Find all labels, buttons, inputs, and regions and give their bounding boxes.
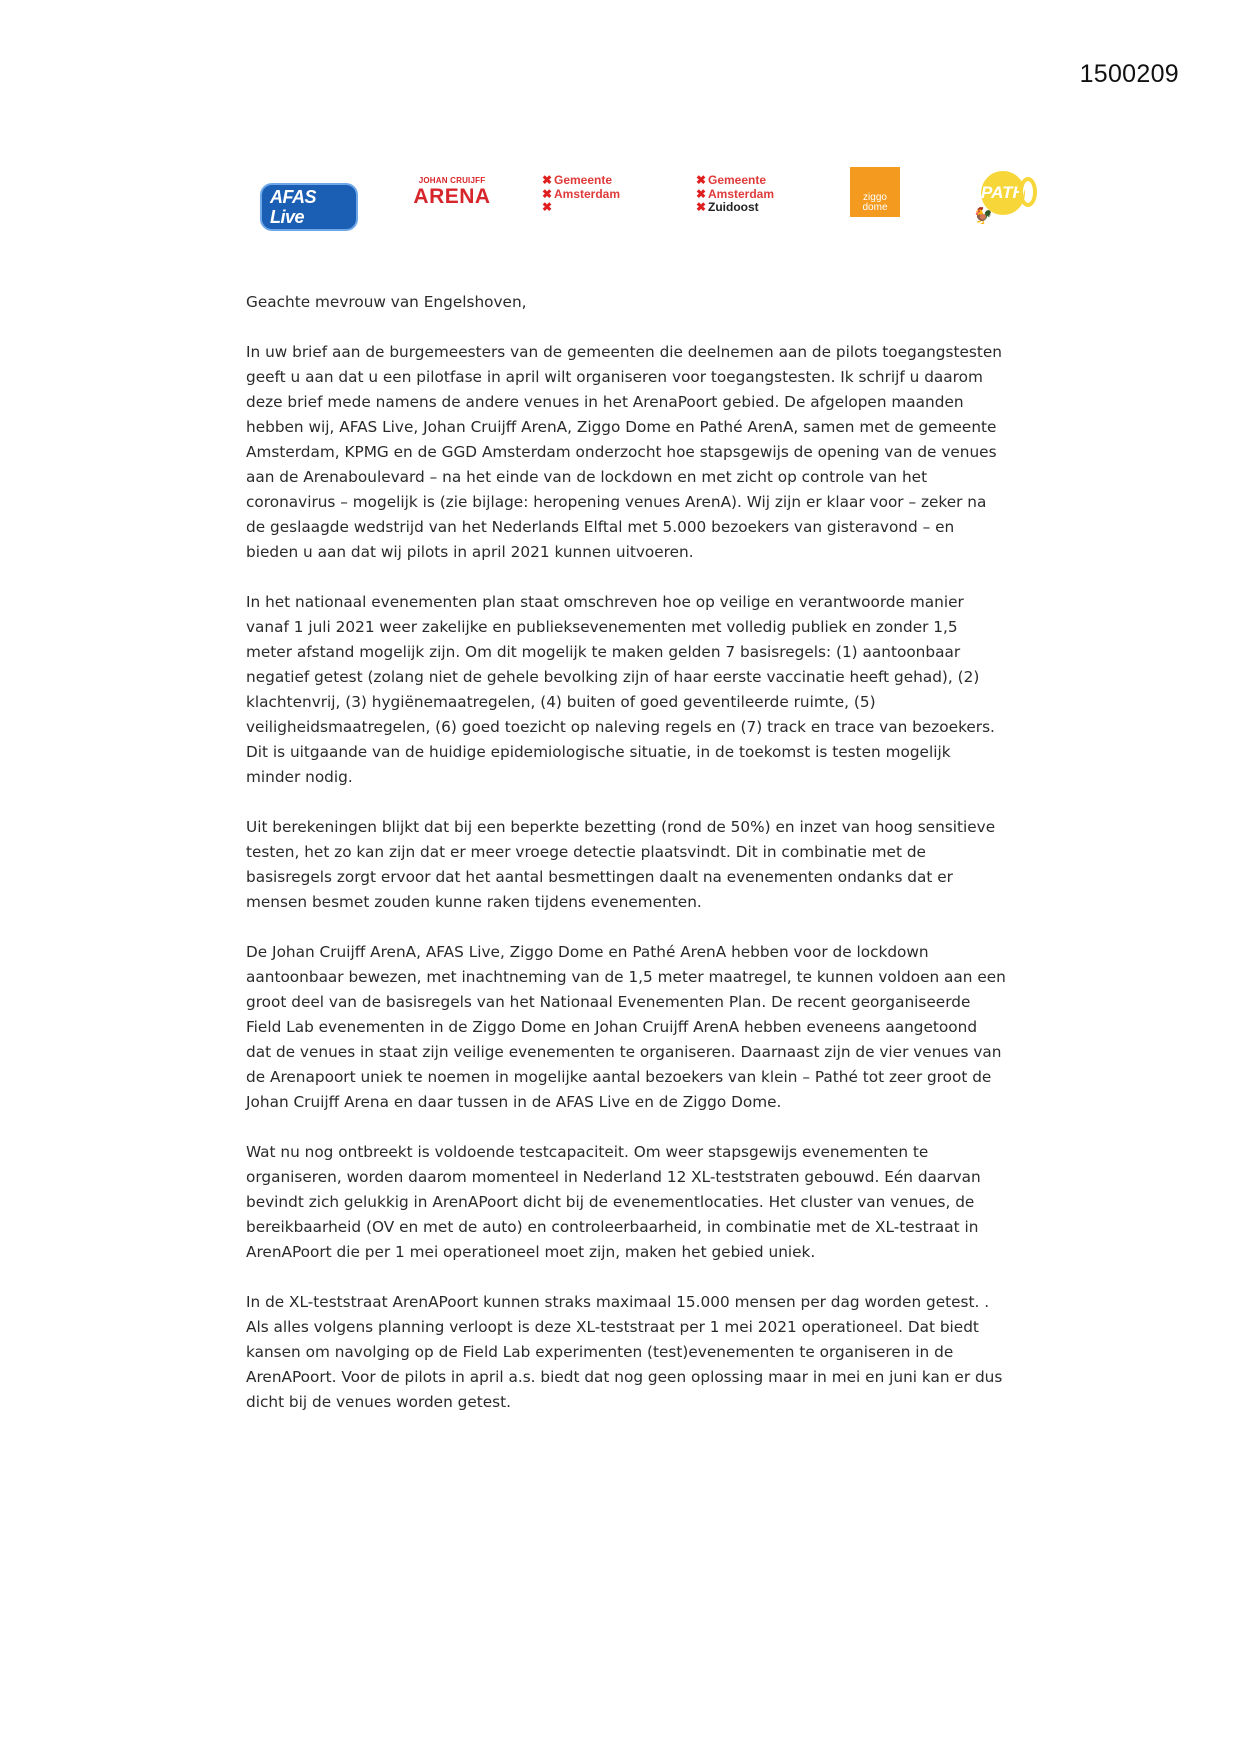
jca-logo-line2: ARENA [413, 185, 491, 208]
afas-live-logo-text: AFAS Live [260, 183, 358, 231]
letter-paragraph: In de XL-teststraat ArenAPoort kunnen straks maximaal 15.000 mensen per dag worden getest. . Als alles volgens planning verloopt is deze XL-teststraat per 1 mei 2021 operationeel. Dat biedt kansen om navolging op de Field Lab experimenten (test)evenementen te organiseren in de ArenAPoort. Voor de pilots in april a.s. biedt dat nog geen oplossing maar in mei en juni kan er dus dicht bij de venues worden getest. [246, 1293, 1003, 1411]
ziggo-logo-line1: ziggo [863, 192, 887, 203]
rooster-icon: 🐓 [973, 208, 993, 225]
letter-paragraph: Uit berekeningen blijkt dat bij een beperkte bezetting (rond de 50%) en inzet van hoog sensitieve testen, het zo kan zijn dat er meer vroege detectie plaatsvindt. Dit in combinatie met de basisregels zorgt ervoor dat het aantal besmettingen daalt na evenementen ondanks dat er mensen besmet zouden kunne raken tijdens evenementen. [246, 818, 996, 911]
xxx-cross-icon: ✖ [696, 186, 707, 201]
afas-live-logo [260, 183, 358, 227]
letter-paragraph: Wat nu nog ontbreekt is voldoende testcapaciteit. Om weer stapsgewijs evenementen te organiseren, worden daarom momenteel in Nederland 12 XL-teststraten gebouwd. Eén daarvan bevindt zich gelukkig in ArenAPoort dicht bij de evenementlocaties. Het cluster van venues, de bereikbaarheid (OV en met de auto) en controleerbaarheid, in combinatie met de XL-testraat in ArenAPoort die per 1 mei operationeel moet zijn, maken het gebied uniek. [246, 1143, 981, 1261]
gem2-line1: Gemeente [708, 173, 767, 187]
pathe-logo-text: PATHÉ [981, 171, 1025, 215]
gem2-line2: Amsterdam [708, 186, 775, 201]
xxx-cross-icon: ✖ [696, 200, 707, 214]
johan-cruijff-arena-logo [412, 177, 492, 242]
document-number: 1500209 [1079, 60, 1179, 88]
gemeente-amsterdam-logo [542, 174, 652, 239]
ziggo-logo-line2: dome [862, 202, 888, 213]
xxx-cross-icon: ✖ [696, 173, 707, 187]
letter-greeting: Geachte mevrouw van Engelshoven, [246, 293, 527, 311]
letter-paragraph: In het nationaal evenementen plan staat omschreven hoe op veilige en verantwoorde manier vanaf 1 juli 2021 weer zakelijke en publieksevenementen met volledig publiek en zonder 1,5 meter afstand mogelijk zijn. Om dit mogelijk te maken gelden 7 basisregels: (1) aantoonbaar negatief getest (zolang niet de gehele bevolking zijn of haar eerste vaccinatie heeft gehad), (2) klachtenvrij, (3) hygiënemaatregelen, (4) buiten of goed geventileerde ruimte, (5) veiligheidsmaatregelen, (6) goed toezicht op naleving regels en (7) track en trace van bezoekers. Dit is uitgaande van de huidige epidemiologische situatie, in de toekomst is testen mogelijk minder nodig. [246, 593, 995, 786]
jca-logo-line1: JOHAN CRUIJFF [418, 176, 486, 185]
letter-paragraph: De Johan Cruijff ArenA, AFAS Live, Ziggo Dome en Pathé ArenA hebben voor de lockdown aantoonbaar bewezen, met inachtneming van de 1,5 meter maatregel, te kunnen voldoen aan een groot deel van de basisregels van het Nationaal Evenementen Plan. De recent georganiseerde Field Lab evenementen in de Ziggo Dome en Johan Cruijff ArenA hebben eveneens aangetoond dat de venues in staat zijn veilige evenementen te organiseren. Daarnaast zijn de vier venues van de Arenapoort uniek te noemen in mogelijke aantal bezoekers van klein – Pathé tot zeer groot de Johan Cruijff Arena en daar tussen in de AFAS Live en de Ziggo Dome. [246, 943, 1006, 1111]
gem2-line3: Zuidoost [708, 200, 759, 214]
gem1-line2: Amsterdam [554, 186, 621, 201]
ziggo-dome-logo [850, 167, 900, 217]
xxx-cross-icon: ✖ [542, 186, 553, 201]
letter-body [246, 290, 1006, 1440]
partner-logo-bar [260, 165, 1060, 240]
gem1-line1: Gemeente [554, 173, 613, 187]
letter-paragraph: In uw brief aan de burgemeesters van de gemeenten die deelnemen aan de pilots toegangstesten geeft u aan dat u een pilotfase in april wilt organiseren voor toegangstesten. Ik schrijf u daarom deze brief mede namens de andere venues in het ArenaPoort gebied. De afgelopen maanden hebben wij, AFAS Live, Johan Cruijff ArenA, Ziggo Dome en Pathé ArenA, samen met de gemeente Amsterdam, KPMG en de GGD Amsterdam onderzocht hoe stapsgewijs de opening van de venues aan de Arenaboulevard – na het einde van de lockdown en met zicht op controle van het coronavirus – mogelijk is (zie bijlage: heropening venues ArenA). Wij zijn er klaar voor – zeker na de geslaagde wedstrijd van het Nederlands Elftal met 5.000 bezoekers van gisteravond – en bieden u aan dat wij pilots in april 2021 kunnen uitvoeren. [246, 343, 1002, 561]
xxx-cross-icon: ✖ [542, 173, 553, 187]
xxx-cross-icon: ✖ [542, 200, 553, 214]
gemeente-amsterdam-zuidoost-logo [696, 174, 806, 239]
pathe-logo [973, 171, 1053, 231]
pathe-ring-shape [1019, 177, 1037, 207]
